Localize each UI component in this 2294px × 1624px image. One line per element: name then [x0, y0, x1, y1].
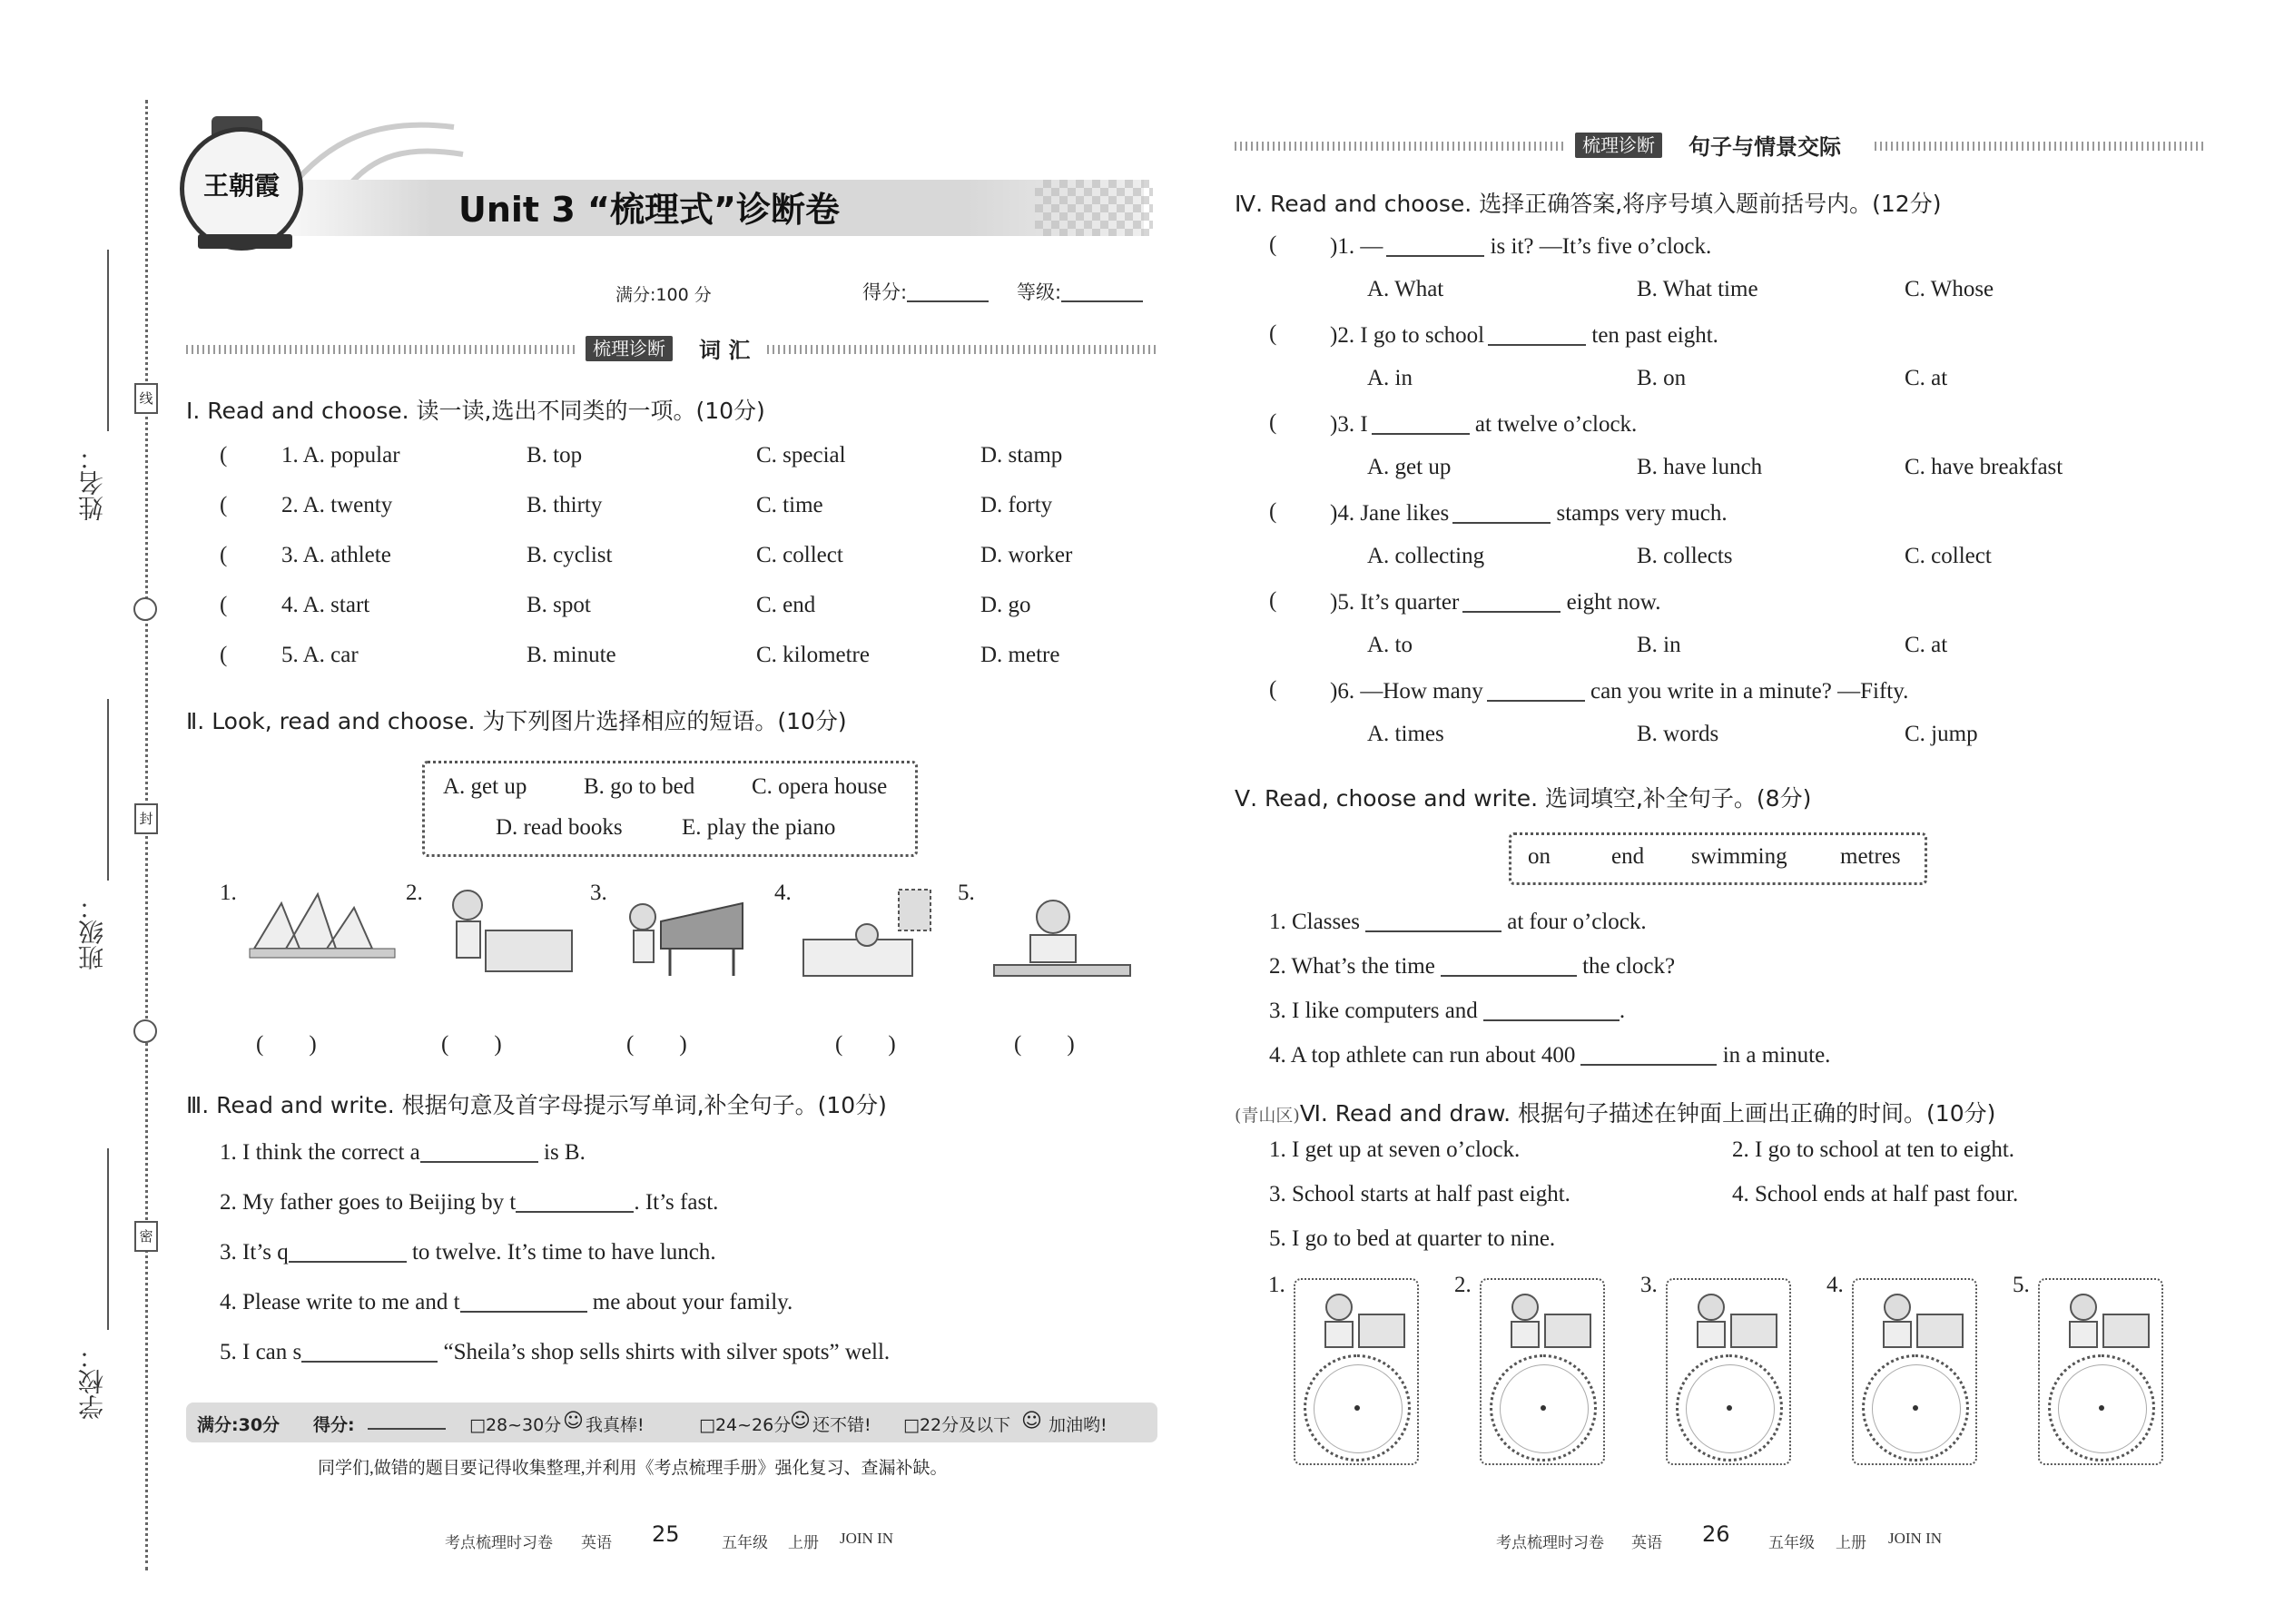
question-stem: [1330, 232, 1711, 260]
option-d: D. forty: [980, 493, 1053, 517]
clock-center-dot: [1727, 1405, 1732, 1411]
option-d: D. worker: [980, 543, 1073, 567]
binding-ring-icon: [133, 597, 157, 621]
page-number-right: 26: [1702, 1521, 1730, 1547]
word-option: swimming: [1691, 844, 1787, 869]
picture-number: 4.: [774, 881, 792, 905]
phrase-option: C. opera house: [752, 774, 888, 799]
sentence-start: 2. My father goes to Beijing by t: [220, 1190, 517, 1215]
answer-blank[interactable]: [1487, 677, 1585, 702]
picture-number: 2.: [1454, 1273, 1472, 1297]
score-blank[interactable]: [907, 281, 989, 302]
sentence-end: the clock?: [1576, 954, 1676, 979]
study-note: 同学们,做错的题目要记得收集整理,并利用《考点梳理手册》强化复习、查漏补缺。: [318, 1459, 948, 1478]
answer-blank[interactable]: [1365, 908, 1501, 932]
brand-logo: [180, 127, 303, 251]
score-label: 得分:: [862, 281, 908, 303]
scene-illustration-icon: [1861, 1287, 1968, 1353]
section-badge: 梳理诊断: [586, 336, 673, 361]
option-d: D. go: [980, 593, 1031, 617]
section-header-sentence: [1235, 133, 2206, 160]
footer-edition: JOIN IN: [840, 1530, 894, 1547]
option-d: D. metre: [980, 643, 1060, 667]
scene-illustration-icon: [2047, 1287, 2154, 1353]
option-a: 3. A. athlete: [281, 543, 391, 567]
fill-in-sentence: [1269, 1041, 1830, 1068]
sentence-end: . It’s fast.: [634, 1190, 719, 1215]
option-a: 2. A. twenty: [281, 493, 393, 517]
logo-text: 王朝霞: [202, 171, 280, 201]
question-stem: [1330, 321, 1718, 349]
answer-blank[interactable]: ( ): [835, 1032, 896, 1057]
grade-blank[interactable]: [1061, 281, 1143, 302]
hatch-line: [767, 345, 1157, 354]
blank-clock-face[interactable]: [1862, 1354, 1969, 1462]
logo-ribbon-icon: [198, 234, 292, 249]
sentence-start: 4. Please write to me and t: [220, 1290, 460, 1314]
sentence-end: .: [1619, 999, 1626, 1023]
sentence: 2. I go to school at ten to eight.: [1732, 1137, 2015, 1162]
name-label: 姓名：: [77, 445, 107, 521]
stem-end: at twelve o’clock.: [1469, 412, 1638, 437]
footer-edition: JOIN IN: [1888, 1530, 1943, 1547]
option-a: 1. A. popular: [281, 443, 400, 468]
clock-center-dot: [1541, 1405, 1546, 1411]
section-badge: 梳理诊断: [1575, 133, 1662, 158]
option-a: A. times: [1367, 722, 1444, 746]
margin-mark-2: 封: [134, 803, 158, 834]
smiley-icon: ☺: [1021, 1410, 1042, 1432]
smiley-icon: ☺: [563, 1410, 584, 1432]
option-c: C. collect: [1905, 544, 1992, 568]
option-b: B. thirty: [527, 493, 603, 517]
answer-blank[interactable]: ( ): [626, 1032, 687, 1057]
answer-blank[interactable]: ( ): [441, 1032, 502, 1057]
question-2-heading: Ⅱ. Look, read and choose. 为下列图片选择相应的短语。(10分): [186, 708, 847, 734]
answer-paren[interactable]: (: [1269, 321, 1277, 346]
sentence-start: 4. A top athlete can run about 400: [1269, 1043, 1576, 1068]
option-a: A. to: [1367, 633, 1413, 657]
answer-blank[interactable]: [1462, 588, 1561, 613]
footer-term: 上册: [788, 1534, 819, 1551]
section-title: 句子与情景交际: [1689, 134, 1841, 160]
question-stem: [1330, 677, 1908, 704]
stem-end: is it? —It’s five o’clock.: [1484, 234, 1712, 259]
sentence: 1. I get up at seven o’clock.: [1269, 1137, 1521, 1162]
option-b: B. cyclist: [527, 543, 613, 567]
answer-blank[interactable]: [460, 1288, 587, 1313]
phrase-option: A. get up: [443, 774, 527, 799]
title-checker-pattern: [1035, 180, 1153, 236]
option-a: 5. A. car: [281, 643, 359, 667]
sentence-start: 1. Classes: [1269, 910, 1360, 934]
answer-blank[interactable]: [301, 1338, 438, 1363]
clock-card: [2038, 1278, 2163, 1465]
grade-label: 等级:: [1017, 281, 1062, 303]
option-a: A. get up: [1367, 455, 1452, 479]
answer-blank[interactable]: [1372, 410, 1470, 435]
phrase-option: E. play the piano: [682, 815, 836, 840]
word-box: [1509, 832, 1927, 885]
full-marks: 满分:100 分: [615, 285, 712, 305]
section-header-vocab: [186, 336, 1157, 363]
option-b: B. spot: [527, 593, 591, 617]
picture-number: 1.: [220, 881, 237, 905]
option-b: B. in: [1637, 633, 1681, 657]
class-label: 班级：: [77, 894, 107, 970]
option-a: A. in: [1367, 366, 1413, 390]
answer-paren[interactable]: (: [220, 493, 228, 517]
option-c: C. special: [756, 443, 846, 468]
fill-in-sentence: [220, 1238, 716, 1265]
answer-blank[interactable]: [1488, 321, 1586, 346]
footer-series: 考点梳理时习卷: [445, 1534, 553, 1551]
option-c: C. time: [756, 493, 823, 517]
answer-paren[interactable]: (: [1269, 588, 1277, 613]
clock-card: [1852, 1278, 1977, 1465]
rating-text-3: 加油哟!: [1049, 1415, 1108, 1435]
rating-text-1: 我真棒!: [586, 1415, 645, 1435]
picture-number: 1.: [1268, 1273, 1285, 1297]
sentence-end: me about your family.: [586, 1290, 793, 1314]
sentence-start: 3. It’s q: [220, 1240, 289, 1265]
option-b: B. on: [1637, 366, 1687, 390]
margin-mark-3: 密: [134, 1221, 158, 1252]
sentence-start: 3. I like computers and: [1269, 999, 1478, 1023]
answer-paren[interactable]: (: [1269, 499, 1277, 524]
word-option: on: [1528, 844, 1551, 869]
option-a: A. collecting: [1367, 544, 1485, 568]
word-option: metres: [1840, 844, 1901, 869]
picture-number: 4.: [1826, 1273, 1844, 1297]
option-c: C. have breakfast: [1905, 455, 2063, 479]
option-c: C. Whose: [1905, 277, 1994, 301]
scene-illustration-icon: [1489, 1287, 1596, 1353]
piano-player-icon: [615, 885, 752, 985]
answer-blank[interactable]: [1452, 499, 1551, 524]
question-6-heading: [1235, 1096, 1995, 1128]
option-b: B. collects: [1637, 544, 1733, 568]
stem-end: stamps very much.: [1551, 501, 1728, 526]
option-c: C. kilometre: [756, 643, 870, 667]
blank-clock-face[interactable]: [2048, 1354, 2155, 1462]
blank-clock-face[interactable]: [1676, 1354, 1783, 1462]
option-c: C. end: [756, 593, 816, 617]
clock-card: [1666, 1278, 1791, 1465]
binding-ring-icon: [133, 1019, 157, 1043]
boy-reading-icon: [989, 894, 1135, 994]
clock-card: [1294, 1278, 1419, 1465]
margin-mark-1: 线: [134, 383, 158, 414]
sentence: 4. School ends at half past four.: [1732, 1182, 2019, 1206]
answer-paren[interactable]: (: [220, 443, 228, 468]
page-title: Unit 3 “梳理式”诊断卷: [458, 190, 840, 230]
sentence-end: is B.: [537, 1140, 586, 1165]
rating-option-1[interactable]: □28~30分: [469, 1415, 562, 1435]
section-title: 词 汇: [699, 338, 751, 363]
option-b: B. minute: [527, 643, 616, 667]
hatch-line: [1235, 142, 1566, 151]
hatch-line: [1875, 142, 2206, 151]
section-score-label: 得分:: [313, 1415, 355, 1435]
question-6-text: Ⅵ. Read and draw. 根据句子描述在钟面上画出正确的时间。(10分): [1299, 1100, 1996, 1127]
girl-going-to-bed-icon: [431, 885, 576, 985]
region-tag: (青山区): [1235, 1106, 1300, 1126]
sentence-start: 1. I think the correct a: [220, 1140, 420, 1165]
score-summary-bar: [186, 1403, 1157, 1442]
sentence-end: in a minute.: [1717, 1043, 1831, 1068]
sentence-end: “Sheila’s shop sells shirts with silver spots” well.: [438, 1340, 891, 1364]
picture-number: 2.: [406, 881, 423, 905]
name-line: [107, 250, 109, 431]
blank-clock-face[interactable]: [1304, 1354, 1411, 1462]
answer-blank[interactable]: ( ): [256, 1032, 317, 1057]
score-field[interactable]: [862, 278, 989, 305]
scene-illustration-icon: [1675, 1287, 1782, 1353]
answer-blank[interactable]: [420, 1138, 538, 1163]
answer-blank[interactable]: [516, 1188, 634, 1213]
get-up-bed-icon: [799, 885, 944, 985]
sentence-start: 5. I can s: [220, 1340, 302, 1364]
scene-illustration-icon: [1303, 1287, 1410, 1353]
option-c: C. jump: [1905, 722, 1978, 746]
stem-start: )4. Jane likes: [1330, 501, 1450, 526]
footer-subject: 英语: [581, 1534, 612, 1551]
option-d: D. stamp: [980, 443, 1063, 468]
answer-blank[interactable]: [1580, 1041, 1717, 1066]
question-4-heading: Ⅳ. Read and choose. 选择正确答案,将序号填入题前括号内。(12分): [1235, 191, 1942, 217]
answer-blank[interactable]: [1441, 952, 1577, 977]
footer-subject: 英语: [1631, 1534, 1662, 1551]
answer-paren[interactable]: (: [1269, 232, 1277, 257]
binding-dotted-line: [145, 100, 148, 1570]
picture-number: 5.: [2013, 1273, 2030, 1297]
answer-blank[interactable]: [1386, 232, 1484, 257]
answer-blank[interactable]: [1483, 997, 1620, 1021]
footer-grade: 五年级: [722, 1534, 768, 1551]
class-line: [107, 699, 109, 881]
answer-paren[interactable]: (: [220, 543, 228, 567]
smiley-icon: ☺: [790, 1410, 811, 1432]
answer-paren[interactable]: (: [220, 593, 228, 617]
phrase-option: B. go to bed: [584, 774, 695, 799]
stem-end: eight now.: [1561, 590, 1661, 615]
fill-in-sentence: [220, 1338, 890, 1365]
fill-in-sentence: [220, 1288, 793, 1315]
answer-paren[interactable]: (: [1269, 677, 1277, 702]
stem-start: )2. I go to school: [1330, 323, 1485, 348]
rating-text-2: 还不错!: [812, 1415, 871, 1435]
word-option: end: [1611, 844, 1645, 869]
sentence-end: at four o’clock.: [1501, 910, 1647, 934]
stem-end: ten past eight.: [1586, 323, 1718, 348]
hatch-line: [186, 345, 576, 354]
option-b: B. words: [1637, 722, 1719, 746]
question-stem: [1330, 499, 1728, 527]
option-c: C. collect: [756, 543, 843, 567]
option-b: B. What time: [1637, 277, 1758, 301]
stem-start: )3. I: [1330, 412, 1368, 437]
phrase-option: D. read books: [496, 815, 623, 840]
option-c: C. at: [1905, 633, 1948, 657]
page-number-left: 25: [652, 1521, 680, 1547]
sentence: 5. I go to bed at quarter to nine.: [1269, 1226, 1556, 1251]
option-c: C. at: [1905, 366, 1948, 390]
option-b: B. have lunch: [1637, 455, 1763, 479]
stem-end: can you write in a minute? —Fifty.: [1584, 679, 1909, 704]
section-score-blank[interactable]: [368, 1413, 446, 1430]
question-5-heading: Ⅴ. Read, choose and write. 选词填空,补全句子。(8分): [1235, 785, 1812, 812]
clock-center-dot: [2099, 1405, 2104, 1411]
sentence-start: 2. What’s the time: [1269, 954, 1435, 979]
fill-in-sentence: [220, 1138, 586, 1166]
answer-paren[interactable]: (: [220, 643, 228, 667]
opera-house-icon: [245, 885, 399, 967]
phrase-box: [422, 761, 918, 857]
answer-blank[interactable]: ( ): [1014, 1032, 1075, 1057]
grade-field[interactable]: [1017, 278, 1143, 305]
sentence-end: to twelve. It’s time to have lunch.: [406, 1240, 716, 1265]
picture-number: 3.: [1640, 1273, 1658, 1297]
rating-option-3[interactable]: □22分及以下: [903, 1415, 1011, 1435]
blank-clock-face[interactable]: [1490, 1354, 1597, 1462]
school-label: 学校：: [77, 1343, 107, 1420]
option-b: B. top: [527, 443, 583, 468]
footer-series: 考点梳理时习卷: [1496, 1534, 1604, 1551]
fill-in-sentence: [220, 1188, 718, 1216]
stem-start: )6. —How many: [1330, 679, 1483, 704]
stem-start: )5. It’s quarter: [1330, 590, 1460, 615]
footer-term: 上册: [1836, 1534, 1866, 1551]
stem-start: )1. —: [1330, 234, 1383, 259]
question-stem: [1330, 410, 1637, 438]
fill-in-sentence: [1269, 952, 1675, 979]
picture-number: 5.: [958, 881, 975, 905]
clock-card: [1480, 1278, 1605, 1465]
fill-in-sentence: [1269, 908, 1647, 935]
picture-number: 3.: [590, 881, 607, 905]
rating-option-2[interactable]: □24~26分: [699, 1415, 792, 1435]
option-a: A. What: [1367, 277, 1444, 301]
answer-paren[interactable]: (: [1269, 410, 1277, 435]
question-stem: [1330, 588, 1660, 615]
section-full-marks: 满分:30分: [197, 1415, 281, 1435]
sentence: 3. School starts at half past eight.: [1269, 1182, 1570, 1206]
clock-center-dot: [1913, 1405, 1918, 1411]
option-a: 4. A. start: [281, 593, 370, 617]
question-3-heading: Ⅲ. Read and write. 根据句意及首字母提示写单词,补全句子。(10分): [186, 1092, 887, 1118]
footer-grade: 五年级: [1768, 1534, 1815, 1551]
clock-center-dot: [1354, 1405, 1360, 1411]
answer-blank[interactable]: [289, 1238, 407, 1263]
question-1-heading: Ⅰ. Read and choose. 读一读,选出不同类的一项。(10分): [186, 398, 765, 424]
fill-in-sentence: [1269, 997, 1625, 1024]
school-line: [107, 1148, 109, 1330]
